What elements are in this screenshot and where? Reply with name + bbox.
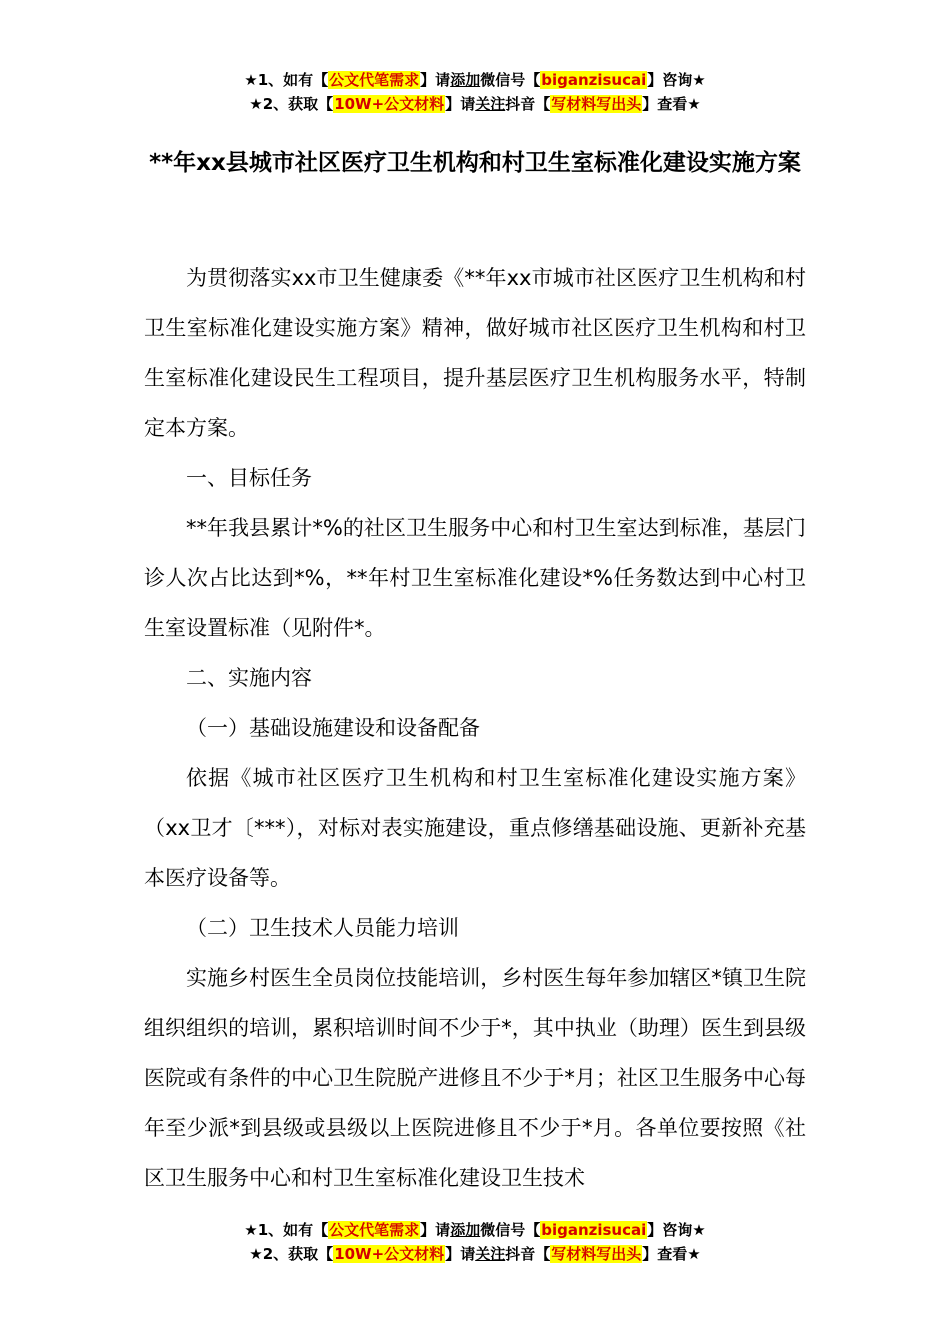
promo-text: ★2、获取【 — [249, 1245, 334, 1263]
promo-text: 】咨询★ — [647, 1221, 706, 1239]
promo-text: 抖音【 — [505, 95, 551, 113]
promo-text: 】查看★ — [642, 1245, 701, 1263]
promo-line-2 — [0, 92, 950, 116]
document-body — [144, 253, 806, 1203]
promo-text: ★1、如有【 — [244, 1221, 329, 1239]
promo-text: 抖音【 — [505, 1245, 551, 1263]
promo-underlined: 添加 — [450, 71, 481, 89]
promo-text: 】请 — [420, 1221, 451, 1239]
promo-text: 】请 — [420, 71, 451, 89]
promo-line-1 — [0, 1218, 950, 1242]
body-paragraph: 实施乡村医生全员岗位技能培训，乡村医生每年参加辖区*镇卫生院组织组织的培训，累积培训时间不少于*，其中执业（助理）医生到县级医院或有条件的中心卫生院脱产进修且不少于*月；社区卫生服务中心每年至少派*到县级或县级以上医院进修且不少于*月。各单位要按照《社区卫生服务中心和村卫生室标准化建设卫生技术 — [144, 966, 806, 1190]
promo-text: 微信号【 — [480, 71, 541, 89]
promo-text: 】请 — [445, 1245, 476, 1263]
promo-text: 】请 — [445, 95, 476, 113]
document-title: **年xx县城市社区医疗卫生机构和村卫生室标准化建设实施方案 — [149, 150, 801, 176]
promo-line-2 — [0, 1242, 950, 1266]
footer-promo — [0, 1218, 950, 1266]
promo-text: ★1、如有【 — [244, 71, 329, 89]
promo-line-1 — [0, 68, 950, 92]
body-paragraph: **年我县累计*%的社区卫生服务中心和村卫生室达到标准，基层门诊人次占比达到*%，**年村卫生室标准化建设*%任务数达到中心村卫生室设置标准（见附件*。 — [144, 516, 806, 640]
promo-wechat-id: biganzisucai — [541, 71, 647, 89]
body-paragraph: 依据《城市社区医疗卫生机构和村卫生室标准化建设实施方案》（xx卫才〔***），对标对表实施建设，重点修缮基础设施、更新补充基本医疗设备等。 — [144, 766, 806, 890]
promo-wechat-id: biganzisucai — [541, 1221, 647, 1239]
section-heading: 一、目标任务 — [186, 466, 312, 490]
subsection-heading: （一）基础设施建设和设备配备 — [186, 716, 480, 740]
promo-underlined: 关注 — [475, 95, 506, 113]
promo-text: 微信号【 — [480, 1221, 541, 1239]
promo-highlight: 10W+公文材料 — [334, 95, 445, 113]
promo-highlight: 公文代笔需求 — [329, 71, 420, 89]
promo-douyin-account: 写材料写出头 — [551, 1245, 642, 1263]
body-paragraph: 为贯彻落实xx市卫生健康委《**年xx市城市社区医疗卫生机构和村卫生室标准化建设实施方案》精神，做好城市社区医疗卫生机构和村卫生室标准化建设民生工程项目，提升基层医疗卫生机构服务水平，特制定本方案。 — [144, 266, 806, 440]
promo-text: ★2、获取【 — [249, 95, 334, 113]
promo-highlight: 10W+公文材料 — [334, 1245, 445, 1263]
promo-text: 】查看★ — [642, 95, 701, 113]
promo-highlight: 公文代笔需求 — [329, 1221, 420, 1239]
promo-text: 】咨询★ — [647, 71, 706, 89]
header-promo — [0, 68, 950, 116]
promo-underlined: 添加 — [450, 1221, 481, 1239]
section-heading: 二、实施内容 — [186, 666, 312, 690]
promo-douyin-account: 写材料写出头 — [551, 95, 642, 113]
promo-underlined: 关注 — [475, 1245, 506, 1263]
subsection-heading: （二）卫生技术人员能力培训 — [186, 916, 459, 940]
